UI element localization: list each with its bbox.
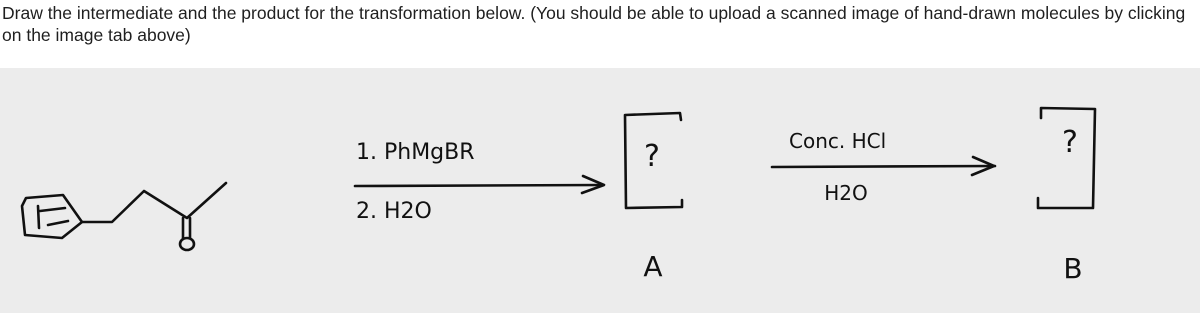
starting-material-structure <box>22 183 226 250</box>
product-question-mark: ? <box>1062 125 1078 160</box>
intermediate-label: A <box>643 250 663 283</box>
step2-reagent-below-text: H2O <box>824 181 868 205</box>
ring-double-bond-3 <box>48 221 68 225</box>
intermediate-question-mark: ? <box>644 139 660 174</box>
carbonyl-oxygen <box>180 238 194 250</box>
ring-double-bond-1 <box>38 206 39 228</box>
reaction-scheme-drawing <box>0 68 1200 313</box>
benzene-ring <box>22 195 82 238</box>
question-text: Draw the intermediate and the product for the transformation below. (You should be able to upload a scanned image of hand-drawn molecules by clicking on the image tab above) <box>2 3 1186 45</box>
step2-reagent-above-text: Conc. HCl <box>789 129 887 153</box>
ring-double-bond-2 <box>40 208 65 211</box>
product-label: B <box>1063 252 1083 285</box>
reagent-2-text: 2. H2O <box>356 199 432 224</box>
reagent-1-text: 1. PhMgBR <box>356 140 475 165</box>
carbonyl-double-bond <box>183 218 190 238</box>
reaction-scheme-image <box>0 68 1200 313</box>
reaction-arrow-2-line <box>772 166 995 167</box>
side-chain-bonds <box>82 183 226 222</box>
reaction-arrow-1-line <box>355 185 603 186</box>
